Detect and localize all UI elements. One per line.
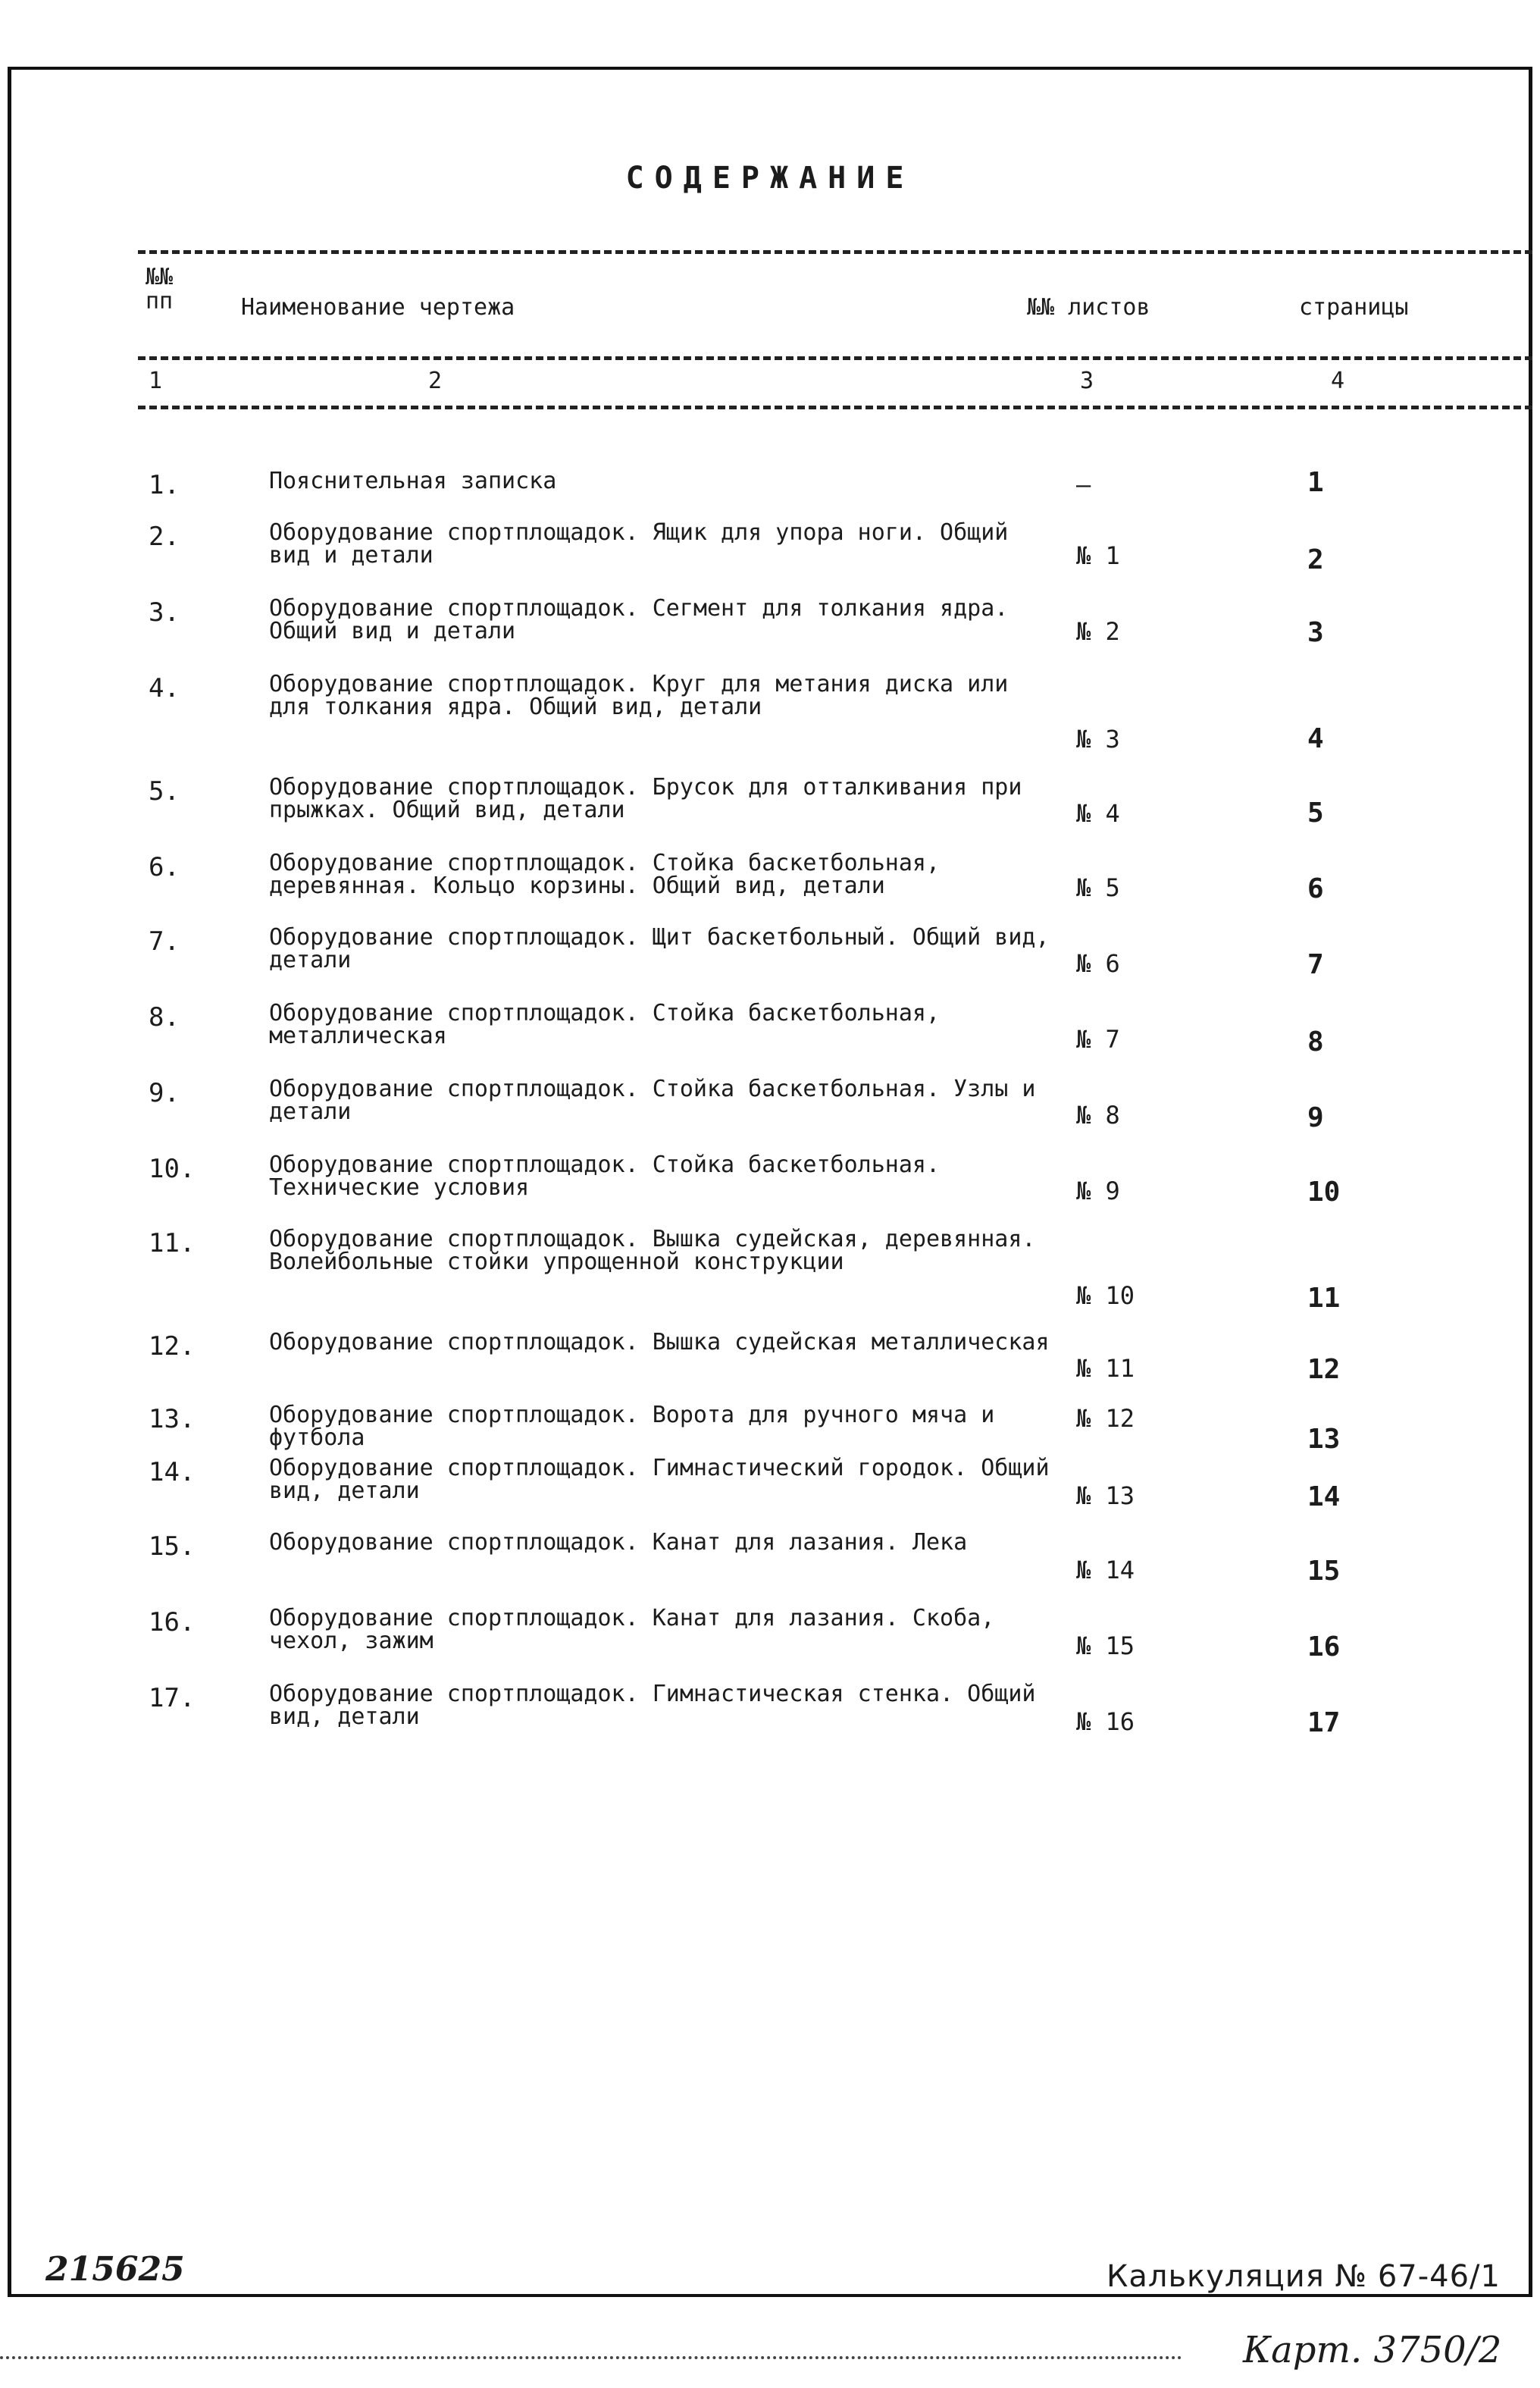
row-page: 11 xyxy=(1307,1283,1341,1314)
row-page: 6 xyxy=(1307,873,1324,904)
row-sheet: № 5 xyxy=(1076,873,1120,902)
row-page: 10 xyxy=(1307,1177,1341,1208)
row-page: 2 xyxy=(1307,544,1324,575)
row-page: 15 xyxy=(1307,1556,1341,1587)
header-bottom-rule xyxy=(138,406,1532,409)
row-num: 8. xyxy=(149,1002,180,1033)
row-page: 16 xyxy=(1307,1631,1341,1663)
row-num: 1. xyxy=(149,470,180,500)
scan-noise-line xyxy=(0,2356,1182,2359)
row-name: Пояснительная записка xyxy=(269,468,557,494)
row-name: Оборудование спортплощадок. Канат для лазания. Скоба, чехол, зажим xyxy=(269,1605,995,1654)
colnum-1: 1 xyxy=(149,368,163,394)
row-sheet: № 12 xyxy=(1076,1404,1135,1433)
row-num: 6. xyxy=(149,852,180,882)
row-page: 7 xyxy=(1307,949,1324,980)
row-page: 13 xyxy=(1307,1424,1341,1455)
row-num: 10. xyxy=(149,1154,196,1184)
row-page: 4 xyxy=(1307,723,1324,754)
row-page: 5 xyxy=(1307,798,1324,829)
row-page: 8 xyxy=(1307,1026,1324,1058)
header-top-rule xyxy=(138,250,1532,254)
row-page: 17 xyxy=(1307,1707,1341,1738)
calculation-label: Калькуляция № 67-46/1 xyxy=(1106,2259,1501,2294)
row-name: Оборудование спортплощадок. Стойка баскетбольная. Технические условия xyxy=(269,1152,941,1201)
row-num: 17. xyxy=(149,1683,196,1713)
row-sheet: № 9 xyxy=(1076,1177,1120,1205)
row-sheet: № 13 xyxy=(1076,1481,1135,1510)
row-page: 3 xyxy=(1307,617,1324,648)
row-sheet: № 1 xyxy=(1076,541,1120,570)
page-title: СОДЕРЖАНИЕ xyxy=(625,161,915,196)
header-pages: страницы xyxy=(1299,294,1409,321)
row-name: Оборудование спортплощадок. Канат для лазания. Лека xyxy=(269,1529,968,1556)
row-name: Оборудование спортплощадок. Стойка баскетбольная, деревянная. Кольцо корзины. Общий вид, детали xyxy=(269,850,941,899)
row-num: 13. xyxy=(149,1404,196,1434)
row-num: 2. xyxy=(149,522,180,552)
row-name: Оборудование спортплощадок. Стойка баскетбольная, металлическая xyxy=(269,1000,941,1049)
row-name: Оборудование спортплощадок. Вышка судейская металлическая xyxy=(269,1329,1050,1355)
row-name: Оборудование спортплощадок. Круг для метания диска или для толкания ядра. Общий вид, детали xyxy=(269,671,1009,720)
row-page: 9 xyxy=(1307,1102,1324,1133)
archive-number-stamp: 215625 xyxy=(45,2250,185,2289)
row-name: Оборудование спортплощадок. Гимнастическая стенка. Общий вид, детали xyxy=(269,1681,1036,1730)
row-page: 1 xyxy=(1307,467,1324,498)
row-sheet: № 16 xyxy=(1076,1707,1135,1736)
header-name: Наименование чертежа xyxy=(241,294,515,321)
colnum-4: 4 xyxy=(1331,368,1345,394)
row-num: 7. xyxy=(149,926,180,957)
row-name: Оборудование спортплощадок. Стойка баскетбольная. Узлы и детали xyxy=(269,1076,1036,1125)
row-name: Оборудование спортплощадок. Вышка судейская, деревянная. Волейбольные стойки упрощенной конструкции xyxy=(269,1226,1036,1275)
row-sheet: № 2 xyxy=(1076,617,1120,646)
row-num: 5. xyxy=(149,776,180,807)
colnum-2: 2 xyxy=(428,368,443,394)
row-sheet: № 10 xyxy=(1076,1281,1135,1310)
row-sheet: № 8 xyxy=(1076,1101,1120,1130)
row-num: 3. xyxy=(149,597,180,628)
row-sheet: № 7 xyxy=(1076,1025,1120,1054)
row-num: 4. xyxy=(149,673,180,704)
header-mid-rule xyxy=(138,356,1532,360)
row-num: 15. xyxy=(149,1531,196,1562)
row-name: Оборудование спортплощадок. Гимнастический городок. Общий вид, детали xyxy=(269,1455,1050,1504)
row-page: 14 xyxy=(1307,1481,1341,1512)
header-num: №№ пп xyxy=(146,264,174,315)
row-num: 9. xyxy=(149,1078,180,1108)
row-num: 16. xyxy=(149,1607,196,1637)
row-sheet: № 4 xyxy=(1076,799,1120,828)
row-num: 11. xyxy=(149,1228,196,1258)
row-sheet: № 14 xyxy=(1076,1556,1135,1584)
row-sheet: № 3 xyxy=(1076,725,1120,754)
card-number-handwritten: Карт. 3750/2 xyxy=(1243,2329,1502,2371)
row-name: Оборудование спортплощадок. Брусок для отталкивания при прыжках. Общий вид, детали xyxy=(269,774,1022,823)
row-page: 12 xyxy=(1307,1354,1341,1385)
row-name: Оборудование спортплощадок. Ворота для ручного мяча и футбола xyxy=(269,1402,995,1451)
colnum-3: 3 xyxy=(1080,368,1094,394)
row-sheet: № 15 xyxy=(1076,1631,1135,1660)
header-sheets: №№ листов xyxy=(1027,294,1150,321)
row-num: 14. xyxy=(149,1457,196,1487)
row-sheet: – xyxy=(1076,470,1091,499)
row-name: Оборудование спортплощадок. Ящик для упора ноги. Общий вид и детали xyxy=(269,519,1009,569)
row-sheet: № 6 xyxy=(1076,949,1120,978)
row-name: Оборудование спортплощадок. Щит баскетбольный. Общий вид, детали xyxy=(269,924,1050,973)
row-num: 12. xyxy=(149,1331,196,1362)
row-sheet: № 11 xyxy=(1076,1354,1135,1383)
row-name: Оборудование спортплощадок. Сегмент для толкания ядра. Общий вид и детали xyxy=(269,595,1009,644)
